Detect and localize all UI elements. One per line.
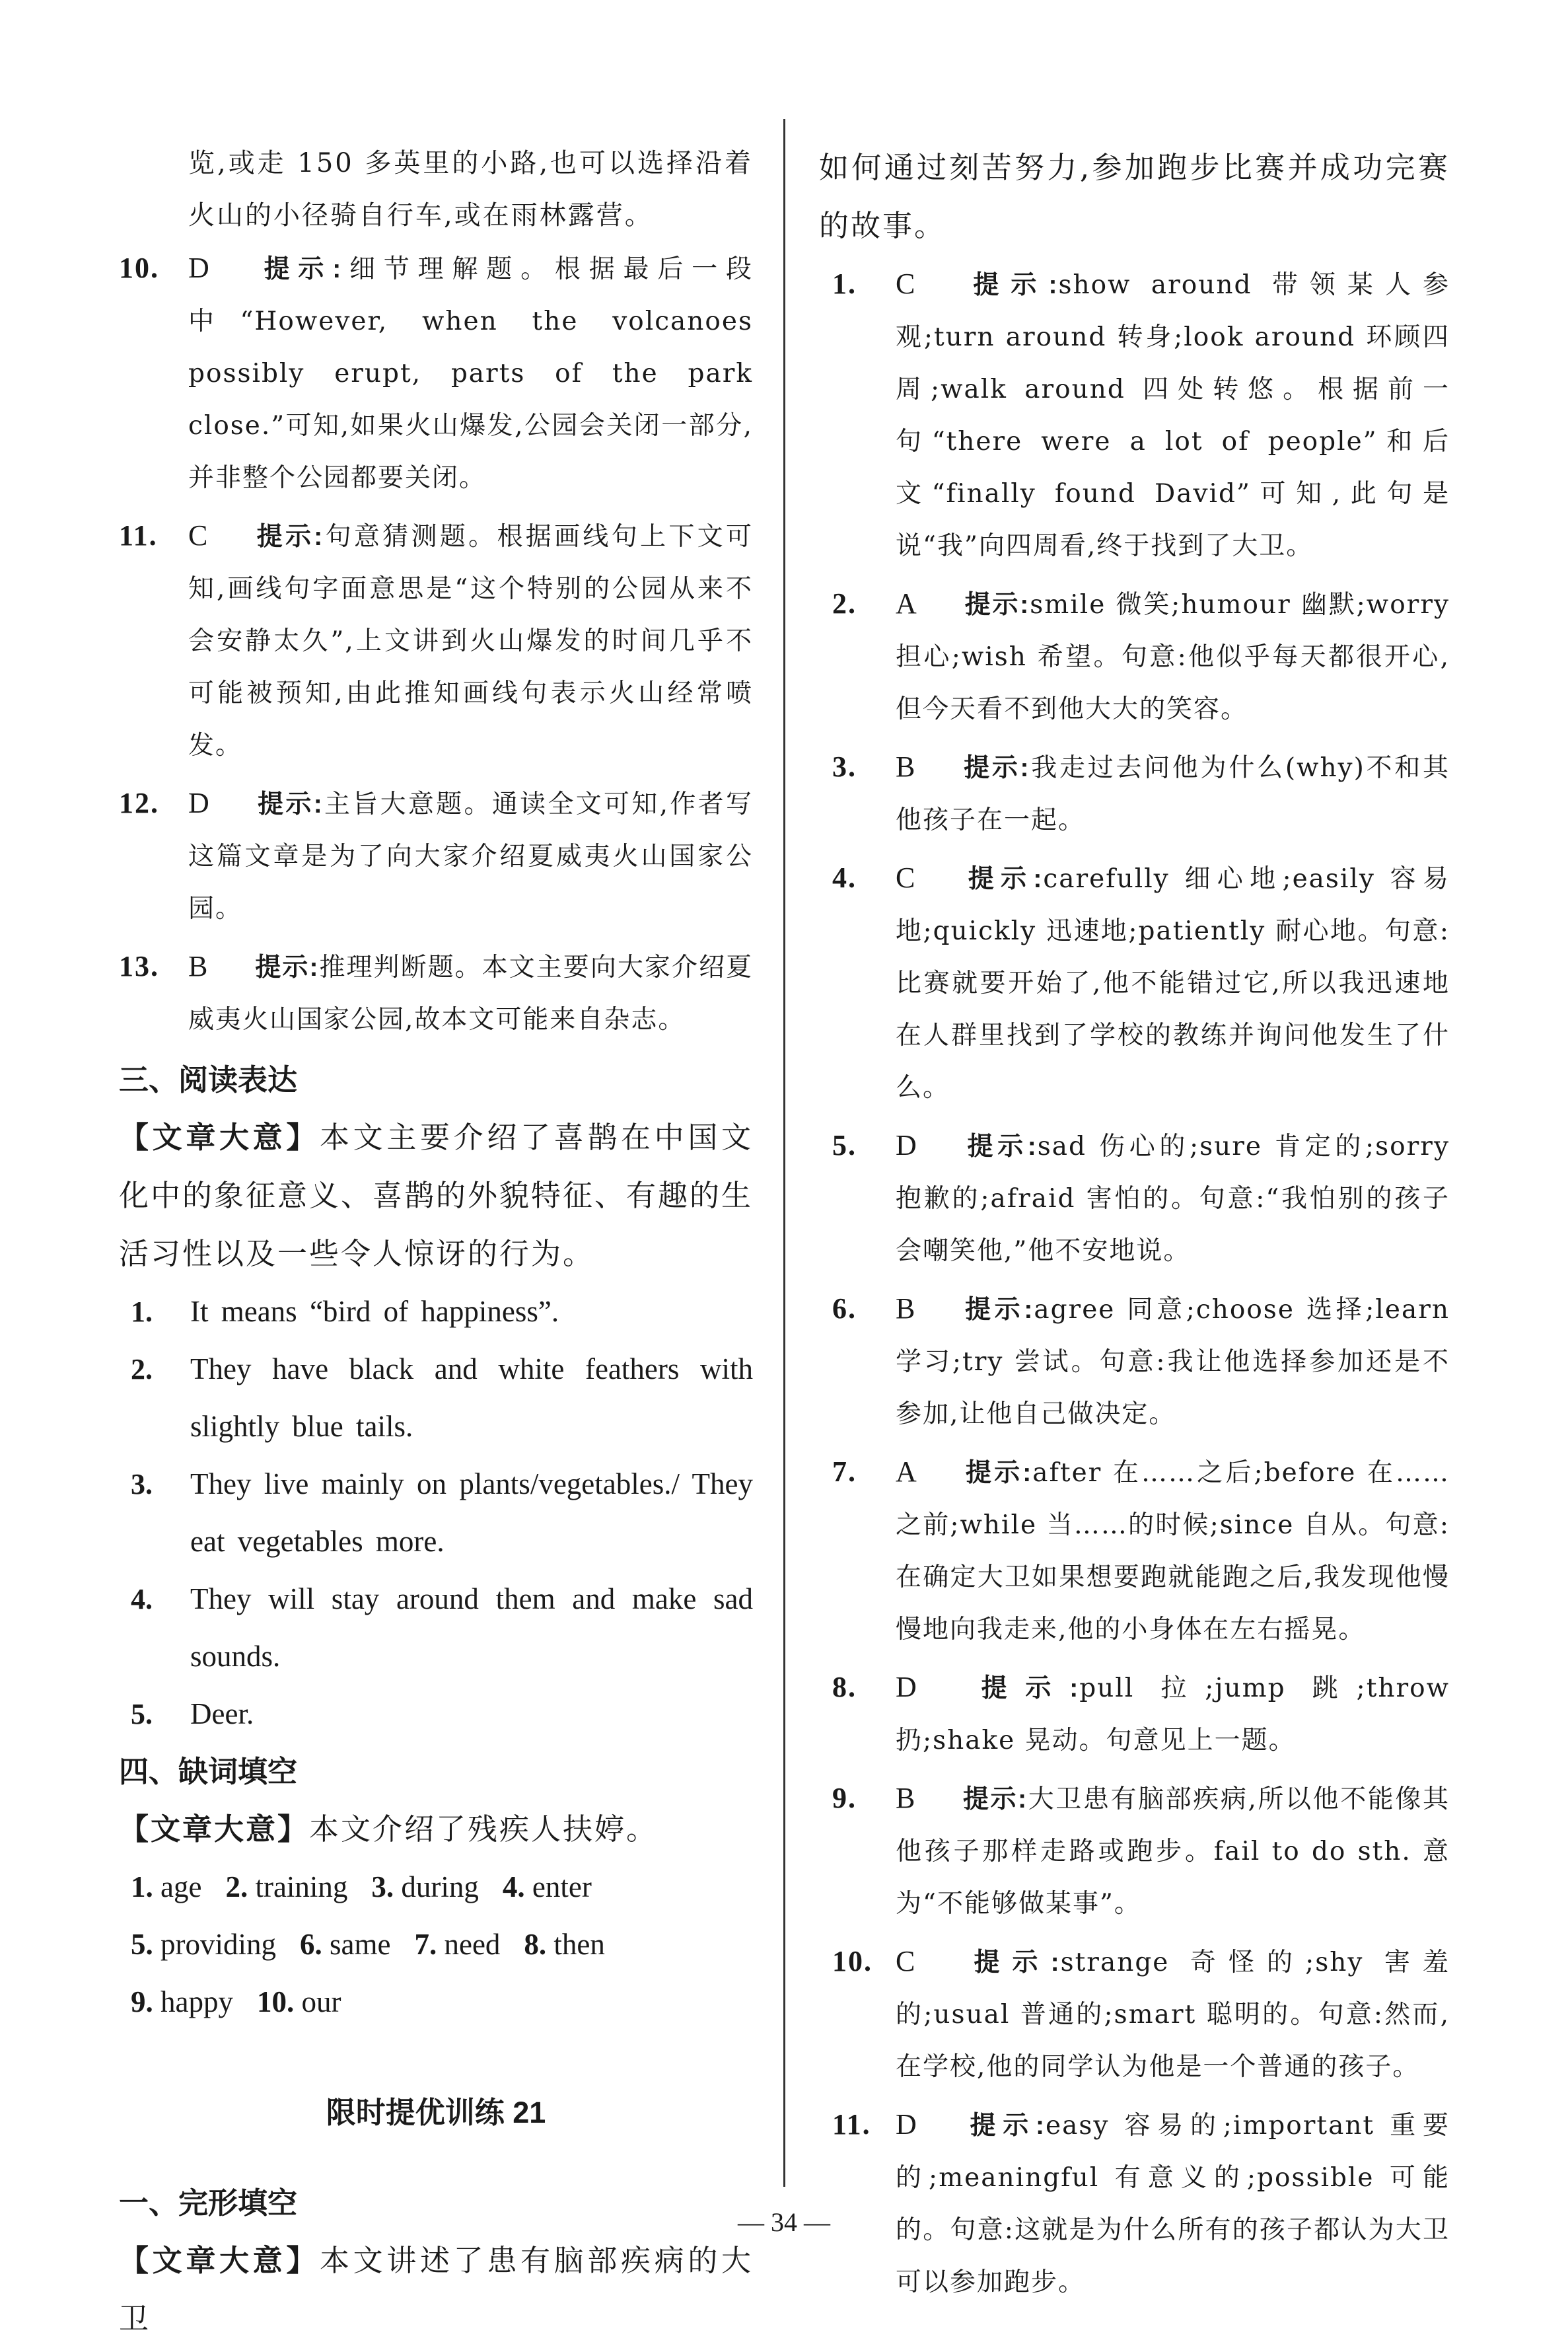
hint-text: sad 伤心的;sure 肯定的;sorry 抱歉的;afraid 害怕的。句意:“我怕别的孩子会嘲笑他,”他不安地说。 — [896, 1132, 1450, 1266]
answer-item — [834, 1661, 1450, 1767]
item-number: 8. — [524, 1928, 547, 1961]
answer-word: happy — [160, 1985, 233, 2018]
item-number: 4. — [131, 1583, 153, 1615]
answer-item — [834, 258, 1450, 572]
answer-letter: B — [896, 1292, 917, 1325]
hint-text: after 在……之后;before 在……之前;while 当……的时候;since 自从。句意:在确定大卫如果想要跑就能跑之后,我发现他慢慢地向我走来,他的小身体在左右摇晃。 — [896, 1458, 1450, 1644]
answer-item — [131, 1340, 753, 1455]
hint-label: 提示: — [964, 591, 1030, 619]
answer-letter: C — [896, 1945, 917, 1977]
item-number: 1. — [832, 268, 857, 300]
item-number: 7. — [414, 1928, 437, 1961]
article-summary — [119, 1800, 753, 1858]
continued-explanation: 览,或走 150 多英里的小路,也可以选择沿着火山的小径骑自行车,或在雨林露营。 — [188, 148, 753, 231]
cloze-answer — [257, 1973, 341, 2031]
hint-label: 提示: — [962, 1948, 1061, 1977]
answer-item — [834, 1119, 1450, 1277]
answer-item — [834, 2098, 1450, 2308]
article-summary — [119, 2232, 753, 2348]
section-heading-fill-blank: 四、缺词填空 — [119, 1755, 298, 1788]
item-number: 1. — [131, 1870, 153, 1903]
hint-text: strange 奇怪的;shy 害羞的;usual 普通的;smart 聪明的。句意:然而,在学校,他的同学认为他是一个普通的孩子。 — [896, 1948, 1450, 2082]
section-heading-reading-expression: 三、阅读表达 — [119, 1063, 298, 1097]
item-number: 13. — [119, 950, 159, 982]
section-heading-cloze: 一、完形填空 — [119, 2186, 298, 2220]
answer-word: need — [444, 1928, 501, 1961]
answer-word: same — [330, 1928, 391, 1961]
answer-letter: D — [896, 2108, 918, 2141]
answer-text: They will stay around them and make sad sounds. — [190, 1582, 753, 1673]
answer-letter: B — [896, 751, 917, 783]
answer-item — [119, 242, 753, 504]
item-number: 6. — [832, 1292, 857, 1325]
answer-item — [131, 1570, 753, 1685]
answer-item — [119, 940, 753, 1046]
hint-text: smile 微笑;humour 幽默;worry 担心;wish 希望。句意:他似乎每天都很开心,但今天看不到他大大的笑容。 — [896, 590, 1450, 724]
cloze-row — [119, 1858, 753, 1916]
cloze-answer — [131, 1858, 201, 1916]
left-answer-list — [119, 242, 753, 1046]
hint-label: 提示: — [964, 1674, 1080, 1703]
answer-text: Deer. — [190, 1697, 254, 1730]
answer-text: It means “bird of happiness”. — [190, 1295, 559, 1328]
answer-letter: D — [896, 1129, 918, 1161]
hint-label: 提示: — [962, 271, 1059, 299]
hint-text: pull 拉;jump 跳;throw 扔;shake 晃动。句意见上一题。 — [896, 1673, 1450, 1755]
answer-item — [131, 1283, 753, 1340]
hint-label: 提示: — [964, 2111, 1046, 2140]
item-number: 1. — [131, 1296, 153, 1328]
item-number: 7. — [832, 1455, 857, 1488]
item-number: 9. — [131, 1985, 153, 2018]
item-number: 10. — [832, 1945, 873, 1977]
answer-item — [119, 777, 753, 935]
hint-label: 提示: — [962, 1296, 1034, 1324]
item-number: 12. — [119, 787, 159, 819]
summary-label: 【文章大意】 — [119, 2244, 320, 2277]
answer-letter: D — [188, 787, 211, 819]
answer-letter: C — [896, 862, 917, 894]
hint-label: 提示: — [964, 1459, 1033, 1487]
item-number: 5. — [832, 1129, 857, 1161]
answer-word: our — [301, 1985, 341, 2018]
right-answer-list — [819, 258, 1450, 2308]
item-number: 11. — [832, 2108, 871, 2141]
item-number: 5. — [131, 1928, 153, 1961]
item-number: 3. — [832, 751, 857, 783]
answer-letter: D — [896, 1671, 918, 1703]
summary-text: 本文主要介绍了喜鹊在中国文化中的象征意义、喜鹊的外貌特征、有趣的生活习性以及一些令人惊讶的行为。 — [119, 1120, 754, 1271]
item-number: 3. — [131, 1468, 153, 1500]
answer-item — [834, 577, 1450, 735]
answer-letter: A — [896, 1455, 918, 1488]
item-number: 5. — [131, 1698, 153, 1730]
answer-letter: B — [896, 1782, 917, 1814]
summary-label: 【文章大意】 — [119, 1120, 320, 1154]
answer-text: They have black and white feathers with slightly blue tails. — [190, 1352, 753, 1443]
cloze-answers — [119, 1858, 753, 2031]
answer-word: then — [553, 1928, 605, 1961]
cloze-answer — [371, 1858, 479, 1916]
answer-item — [834, 1772, 1450, 1930]
answer-letter: B — [188, 950, 209, 982]
hint-label: 提示: — [964, 1132, 1038, 1161]
cloze-answer — [414, 1916, 500, 1973]
item-number: 8. — [832, 1671, 857, 1703]
hint-label: 提示: — [256, 255, 343, 283]
answer-text: They live mainly on plants/vegetables./ They eat vegetables more. — [190, 1467, 753, 1558]
hint-text: 大卫患有脑部疾病,所以他不能像其他孩子那样走路或跑步。fail to do sth. 意为“不能够做某事”。 — [896, 1784, 1450, 1919]
item-number: 4. — [502, 1870, 525, 1903]
answer-item — [834, 1446, 1450, 1656]
hint-text: 主旨大意题。通读全文可知,作者写这篇文章是为了向大家介绍夏威夷火山国家公园。 — [188, 789, 753, 924]
cloze-answer — [300, 1916, 390, 1973]
hint-label: 提示: — [255, 523, 324, 551]
summary-continued: 如何通过刻苦努力,参加跑步比赛并成功完赛的故事。 — [819, 150, 1450, 243]
item-number: 10. — [256, 1985, 295, 2018]
answer-word: age — [160, 1870, 202, 1903]
answer-word: during — [401, 1870, 479, 1903]
answer-letter: C — [896, 268, 917, 300]
hint-label: 提示: — [256, 790, 324, 819]
hint-text: 细节理解题。根据最后一段中“However, when the volcanoes possibly erupt, parts of the park close.”可知,如果火山爆发,公园会关闭一部分,并非整个公园都要关闭。 — [188, 254, 753, 493]
hint-label: 提示: — [255, 953, 320, 982]
article-summary — [119, 1109, 753, 1283]
hint-text: 句意猜测题。根据画线句上下文可知,画线句字面意思是“这个特别的公园从来不会安静太久”,上文讲到火山爆发的时间几乎不可能被预知,由此推知画线句表示火山经常喷发。 — [188, 522, 753, 760]
reading-answers — [119, 1283, 753, 1743]
answer-letter: A — [896, 587, 918, 620]
hint-text: 我走过去问他为什么(why)不和其他孩子在一起。 — [896, 753, 1450, 835]
answer-item — [834, 741, 1450, 846]
answer-letter: D — [188, 252, 211, 284]
cloze-row — [119, 1916, 753, 1973]
item-number: 2. — [131, 1353, 153, 1385]
answer-item — [834, 1282, 1450, 1440]
hint-text: carefully 细心地;easily 容易地;quickly 迅速地;patiently 耐心地。句意:比赛就要开始了,他不能错过它,所以我迅速地在人群里找到了学校的教练并询问他发生了什么。 — [896, 864, 1450, 1103]
item-number: 11. — [119, 519, 158, 552]
item-number: 2. — [832, 587, 857, 620]
item-number: 9. — [832, 1782, 857, 1814]
training-title: 限时提优训练 21 — [326, 2096, 546, 2129]
answer-word: training — [255, 1870, 348, 1903]
hint-text: 推理判断题。本文主要向大家介绍夏威夷火山国家公园,故本文可能来自杂志。 — [188, 953, 753, 1035]
column-divider — [783, 119, 785, 2187]
cloze-answer — [131, 1973, 233, 2031]
answer-item — [834, 1935, 1450, 2093]
right-column — [819, 139, 1450, 2314]
cloze-answer — [524, 1916, 604, 1973]
hint-label: 提示: — [962, 1785, 1028, 1814]
cloze-answer — [503, 1858, 592, 1916]
item-number: 4. — [832, 862, 857, 894]
summary-text: 本文讲述了患有脑部疾病的大卫 — [119, 2243, 753, 2336]
item-number: 2. — [225, 1870, 248, 1903]
hint-text: easy 容易的;important 重要的;meaningful 有意义的;possible 可能的。句意:这就是为什么所有的孩子都认为大卫可以参加跑步。 — [896, 2111, 1450, 2297]
left-column — [119, 137, 753, 2348]
answer-letter: C — [188, 519, 209, 552]
answer-item — [834, 852, 1450, 1114]
answer-item — [131, 1685, 753, 1743]
summary-label: 【文章大意】 — [119, 1812, 310, 1846]
hint-text: agree 同意;choose 选择;learn 学习;try 尝试。句意:我让他选择参加还是不参加,让他自己做决定。 — [896, 1295, 1450, 1429]
item-number: 6. — [300, 1928, 322, 1961]
item-number: 10. — [119, 252, 159, 284]
hint-label: 提示: — [962, 865, 1044, 893]
cloze-answer — [225, 1858, 347, 1916]
answer-item — [119, 509, 753, 772]
cloze-answer — [131, 1916, 276, 1973]
cloze-row — [119, 1973, 753, 2031]
answer-word: providing — [160, 1928, 276, 1961]
summary-text: 本文介绍了残疾人扶婷。 — [309, 1812, 659, 1847]
answer-item — [131, 1455, 753, 1570]
page-number: — 34 — — [738, 2207, 830, 2237]
hint-text: show around 带领某人参观;turn around 转身;look around 环顾四周;walk around 四处转悠。根据前一句“there were a lot of people”和后文“finally found David”可知,此句是说“我”向四周看,终于找到了大卫。 — [896, 270, 1450, 561]
item-number: 3. — [371, 1870, 394, 1903]
hint-label: 提示: — [962, 754, 1030, 782]
answer-word: enter — [532, 1870, 592, 1903]
